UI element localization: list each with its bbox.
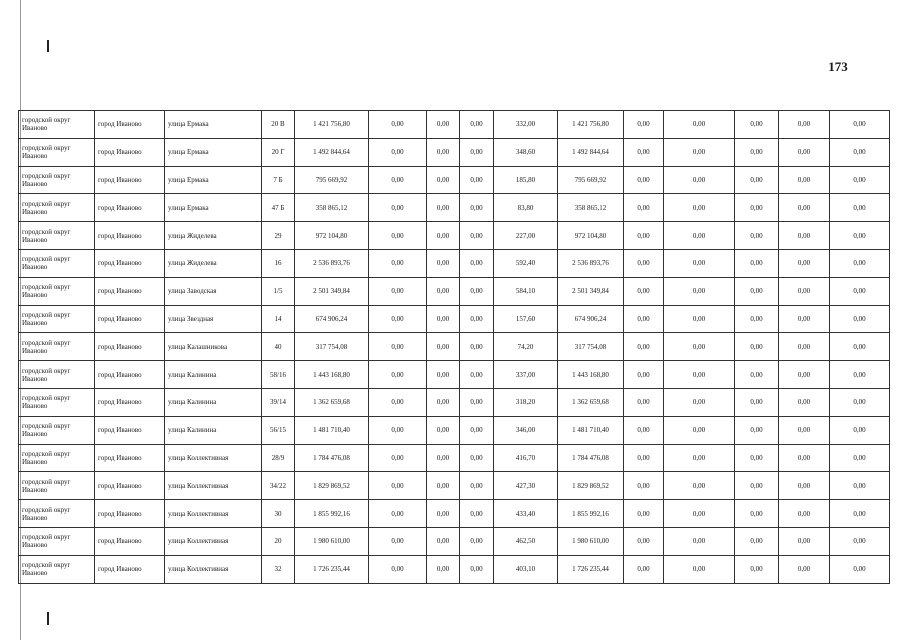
cell-cost-col-10: 1 855 992,16 (558, 500, 624, 528)
cell-area: 318,20 (494, 388, 558, 416)
scan-mark-top (47, 40, 49, 52)
cell-cost-col-13: 0,00 (735, 500, 779, 528)
cell-settlement: город Иваново (95, 388, 165, 416)
cell-cost-col-7: 0,00 (427, 305, 460, 333)
cell-cost-col-15: 0,00 (830, 277, 890, 305)
cell-settlement: город Иваново (95, 472, 165, 500)
cell-cost-col-8: 0,00 (460, 305, 494, 333)
cell-total-cost: 1 829 869,52 (295, 472, 369, 500)
cell-cost-col-11: 0,00 (624, 305, 664, 333)
cell-cost-col-12: 0,00 (664, 416, 735, 444)
cell-total-cost: 317 754,08 (295, 333, 369, 361)
cell-cost-col-6: 0,00 (369, 138, 427, 166)
cell-cost-col-8: 0,00 (460, 277, 494, 305)
cell-cost-col-8: 0,00 (460, 388, 494, 416)
cell-house-number: 29 (262, 222, 295, 250)
cell-cost-col-14: 0,00 (779, 500, 830, 528)
cell-cost-col-11: 0,00 (624, 249, 664, 277)
cell-cost-col-6: 0,00 (369, 111, 427, 139)
cell-cost-col-13: 0,00 (735, 416, 779, 444)
cell-cost-col-13: 0,00 (735, 361, 779, 389)
cell-area: 433,40 (494, 500, 558, 528)
table-row (19, 388, 890, 416)
cell-cost-col-15: 0,00 (830, 555, 890, 583)
cell-house-number: 56/15 (262, 416, 295, 444)
table-row (19, 111, 890, 139)
cell-cost-col-8: 0,00 (460, 194, 494, 222)
cell-cost-col-13: 0,00 (735, 527, 779, 555)
cell-total-cost: 2 501 349,84 (295, 277, 369, 305)
cell-cost-col-6: 0,00 (369, 249, 427, 277)
cell-cost-col-12: 0,00 (664, 111, 735, 139)
cell-area: 185,80 (494, 166, 558, 194)
cell-cost-col-13: 0,00 (735, 388, 779, 416)
cell-cost-col-8: 0,00 (460, 416, 494, 444)
cell-municipality: городской округ Иваново (19, 416, 95, 444)
cell-house-number: 14 (262, 305, 295, 333)
cell-total-cost: 358 865,12 (295, 194, 369, 222)
cell-cost-col-8: 0,00 (460, 138, 494, 166)
cell-area: 416,70 (494, 444, 558, 472)
cell-cost-col-12: 0,00 (664, 249, 735, 277)
cell-cost-col-15: 0,00 (830, 500, 890, 528)
cell-cost-col-11: 0,00 (624, 472, 664, 500)
cell-house-number: 40 (262, 333, 295, 361)
cell-street: улица Жиделева (165, 249, 262, 277)
cell-cost-col-7: 0,00 (427, 222, 460, 250)
cell-house-number: 39/14 (262, 388, 295, 416)
cell-cost-col-10: 2 501 349,84 (558, 277, 624, 305)
cell-municipality: городской округ Иваново (19, 472, 95, 500)
cell-street: улица Коллективная (165, 527, 262, 555)
cell-cost-col-13: 0,00 (735, 444, 779, 472)
cell-municipality: городской округ Иваново (19, 277, 95, 305)
cell-cost-col-6: 0,00 (369, 194, 427, 222)
cell-street: улица Коллективная (165, 444, 262, 472)
cell-street: улица Звездная (165, 305, 262, 333)
cell-cost-col-11: 0,00 (624, 500, 664, 528)
cell-settlement: город Иваново (95, 361, 165, 389)
cell-street: улица Ермака (165, 111, 262, 139)
cell-settlement: город Иваново (95, 555, 165, 583)
cell-cost-col-12: 0,00 (664, 222, 735, 250)
cell-area: 584,10 (494, 277, 558, 305)
cell-cost-col-13: 0,00 (735, 305, 779, 333)
cell-total-cost: 1 481 710,40 (295, 416, 369, 444)
cell-municipality: городской округ Иваново (19, 194, 95, 222)
cell-settlement: город Иваново (95, 138, 165, 166)
cell-cost-col-10: 972 104,80 (558, 222, 624, 250)
cell-area: 227,00 (494, 222, 558, 250)
cell-cost-col-13: 0,00 (735, 138, 779, 166)
cell-cost-col-6: 0,00 (369, 500, 427, 528)
cell-cost-col-6: 0,00 (369, 555, 427, 583)
cell-cost-col-6: 0,00 (369, 333, 427, 361)
cell-settlement: город Иваново (95, 166, 165, 194)
cell-house-number: 20 В (262, 111, 295, 139)
cell-cost-col-12: 0,00 (664, 527, 735, 555)
cell-cost-col-7: 0,00 (427, 138, 460, 166)
table-row (19, 444, 890, 472)
cell-cost-col-14: 0,00 (779, 277, 830, 305)
cell-cost-col-11: 0,00 (624, 555, 664, 583)
cell-cost-col-10: 2 536 893,76 (558, 249, 624, 277)
cell-cost-col-8: 0,00 (460, 249, 494, 277)
cell-cost-col-10: 1 980 610,00 (558, 527, 624, 555)
cell-cost-col-7: 0,00 (427, 555, 460, 583)
table-row (19, 333, 890, 361)
cell-street: улица Коллективная (165, 555, 262, 583)
cell-cost-col-11: 0,00 (624, 388, 664, 416)
cell-cost-col-15: 0,00 (830, 388, 890, 416)
cell-cost-col-11: 0,00 (624, 416, 664, 444)
cell-house-number: 28/9 (262, 444, 295, 472)
cell-street: улица Жиделева (165, 222, 262, 250)
page-number: 173 (828, 59, 848, 74)
cell-cost-col-15: 0,00 (830, 333, 890, 361)
cell-cost-col-14: 0,00 (779, 472, 830, 500)
cell-street: улица Калашникова (165, 333, 262, 361)
cell-municipality: городской округ Иваново (19, 444, 95, 472)
table-row (19, 527, 890, 555)
cell-cost-col-10: 1 481 710,40 (558, 416, 624, 444)
cell-cost-col-7: 0,00 (427, 249, 460, 277)
cell-cost-col-15: 0,00 (830, 111, 890, 139)
cell-cost-col-6: 0,00 (369, 222, 427, 250)
cell-cost-col-10: 1 784 476,08 (558, 444, 624, 472)
cell-total-cost: 1 980 610,00 (295, 527, 369, 555)
cell-cost-col-7: 0,00 (427, 333, 460, 361)
cell-cost-col-12: 0,00 (664, 277, 735, 305)
cell-settlement: город Иваново (95, 277, 165, 305)
cell-cost-col-6: 0,00 (369, 444, 427, 472)
cell-street: улица Коллективная (165, 500, 262, 528)
cell-cost-col-13: 0,00 (735, 555, 779, 583)
cell-total-cost: 1 443 168,80 (295, 361, 369, 389)
cell-municipality: городской округ Иваново (19, 361, 95, 389)
cell-cost-col-14: 0,00 (779, 555, 830, 583)
cell-cost-col-12: 0,00 (664, 333, 735, 361)
table-row (19, 194, 890, 222)
cell-cost-col-15: 0,00 (830, 138, 890, 166)
cell-cost-col-14: 0,00 (779, 138, 830, 166)
cell-cost-col-15: 0,00 (830, 472, 890, 500)
cell-area: 337,00 (494, 361, 558, 389)
cell-cost-col-10: 1 443 168,80 (558, 361, 624, 389)
cell-cost-col-7: 0,00 (427, 277, 460, 305)
cell-cost-col-11: 0,00 (624, 166, 664, 194)
cell-cost-col-12: 0,00 (664, 361, 735, 389)
cell-cost-col-15: 0,00 (830, 361, 890, 389)
cell-cost-col-13: 0,00 (735, 249, 779, 277)
cell-cost-col-11: 0,00 (624, 444, 664, 472)
cell-cost-col-6: 0,00 (369, 416, 427, 444)
cell-cost-col-6: 0,00 (369, 388, 427, 416)
cell-cost-col-10: 795 669,92 (558, 166, 624, 194)
table-row (19, 500, 890, 528)
cell-cost-col-7: 0,00 (427, 166, 460, 194)
cell-house-number: 30 (262, 500, 295, 528)
cell-cost-col-10: 1 362 659,68 (558, 388, 624, 416)
cell-cost-col-13: 0,00 (735, 277, 779, 305)
cell-area: 74,20 (494, 333, 558, 361)
cell-cost-col-8: 0,00 (460, 527, 494, 555)
cell-settlement: город Иваново (95, 111, 165, 139)
cell-cost-col-6: 0,00 (369, 166, 427, 194)
cell-municipality: городской округ Иваново (19, 555, 95, 583)
cell-cost-col-14: 0,00 (779, 333, 830, 361)
cell-house-number: 16 (262, 249, 295, 277)
table-body (19, 111, 890, 584)
cell-house-number: 7 Б (262, 166, 295, 194)
cell-cost-col-7: 0,00 (427, 444, 460, 472)
cell-cost-col-15: 0,00 (830, 194, 890, 222)
cell-cost-col-8: 0,00 (460, 361, 494, 389)
cell-street: улица Заводская (165, 277, 262, 305)
cell-cost-col-6: 0,00 (369, 277, 427, 305)
cell-cost-col-15: 0,00 (830, 444, 890, 472)
cell-street: улица Коллективная (165, 472, 262, 500)
cell-area: 83,80 (494, 194, 558, 222)
cell-area: 592,40 (494, 249, 558, 277)
cell-cost-col-11: 0,00 (624, 527, 664, 555)
cell-cost-col-13: 0,00 (735, 472, 779, 500)
scan-mark-bottom (47, 612, 49, 625)
cell-municipality: городской округ Иваново (19, 305, 95, 333)
cell-area: 346,00 (494, 416, 558, 444)
cell-house-number: 20 Г (262, 138, 295, 166)
cell-cost-col-10: 358 865,12 (558, 194, 624, 222)
cell-cost-col-12: 0,00 (664, 305, 735, 333)
cell-cost-col-11: 0,00 (624, 277, 664, 305)
cell-cost-col-12: 0,00 (664, 194, 735, 222)
cell-cost-col-14: 0,00 (779, 305, 830, 333)
cell-municipality: городской округ Иваново (19, 138, 95, 166)
cell-total-cost: 2 536 893,76 (295, 249, 369, 277)
cell-cost-col-8: 0,00 (460, 444, 494, 472)
cell-municipality: городской округ Иваново (19, 388, 95, 416)
cell-cost-col-13: 0,00 (735, 166, 779, 194)
cell-area: 332,00 (494, 111, 558, 139)
cell-cost-col-14: 0,00 (779, 527, 830, 555)
cell-street: улица Ермака (165, 138, 262, 166)
cell-total-cost: 972 104,80 (295, 222, 369, 250)
cell-cost-col-7: 0,00 (427, 527, 460, 555)
cell-cost-col-15: 0,00 (830, 416, 890, 444)
table-row (19, 222, 890, 250)
cell-settlement: город Иваново (95, 416, 165, 444)
cell-cost-col-8: 0,00 (460, 472, 494, 500)
cell-cost-col-6: 0,00 (369, 527, 427, 555)
cell-cost-col-11: 0,00 (624, 194, 664, 222)
table-row (19, 555, 890, 583)
cell-total-cost: 1 421 756,80 (295, 111, 369, 139)
cell-house-number: 34/22 (262, 472, 295, 500)
cell-area: 157,60 (494, 305, 558, 333)
cell-cost-col-14: 0,00 (779, 388, 830, 416)
cell-area: 348,60 (494, 138, 558, 166)
cell-street: улица Калинина (165, 361, 262, 389)
table-row (19, 472, 890, 500)
cell-house-number: 20 (262, 527, 295, 555)
cell-total-cost: 1 362 659,68 (295, 388, 369, 416)
cell-cost-col-12: 0,00 (664, 472, 735, 500)
table-row (19, 249, 890, 277)
cell-cost-col-8: 0,00 (460, 333, 494, 361)
cell-cost-col-12: 0,00 (664, 166, 735, 194)
cell-street: улица Ермака (165, 194, 262, 222)
cell-cost-col-7: 0,00 (427, 416, 460, 444)
cell-cost-col-12: 0,00 (664, 138, 735, 166)
cell-total-cost: 1 784 476,08 (295, 444, 369, 472)
cell-street: улица Калинина (165, 388, 262, 416)
cell-municipality: городской округ Иваново (19, 249, 95, 277)
cell-municipality: городской округ Иваново (19, 527, 95, 555)
cell-area: 427,30 (494, 472, 558, 500)
cell-cost-col-15: 0,00 (830, 222, 890, 250)
cell-street: улица Ермака (165, 166, 262, 194)
cell-house-number: 47 Б (262, 194, 295, 222)
cell-house-number: 1/5 (262, 277, 295, 305)
cell-cost-col-15: 0,00 (830, 527, 890, 555)
cell-cost-col-8: 0,00 (460, 500, 494, 528)
cell-cost-col-11: 0,00 (624, 361, 664, 389)
cell-cost-col-14: 0,00 (779, 361, 830, 389)
cell-cost-col-8: 0,00 (460, 555, 494, 583)
cell-settlement: город Иваново (95, 222, 165, 250)
cell-cost-col-14: 0,00 (779, 166, 830, 194)
cell-total-cost: 795 669,92 (295, 166, 369, 194)
cell-total-cost: 674 906,24 (295, 305, 369, 333)
cell-house-number: 32 (262, 555, 295, 583)
cell-total-cost: 1 726 235,44 (295, 555, 369, 583)
cell-area: 403,10 (494, 555, 558, 583)
cell-cost-col-7: 0,00 (427, 194, 460, 222)
cell-cost-col-10: 317 754,08 (558, 333, 624, 361)
cell-settlement: город Иваново (95, 249, 165, 277)
data-table (18, 110, 890, 584)
table-row (19, 361, 890, 389)
cell-cost-col-14: 0,00 (779, 222, 830, 250)
cell-cost-col-8: 0,00 (460, 111, 494, 139)
cell-cost-col-14: 0,00 (779, 444, 830, 472)
cell-total-cost: 1 855 992,16 (295, 500, 369, 528)
cell-cost-col-13: 0,00 (735, 333, 779, 361)
cell-cost-col-12: 0,00 (664, 388, 735, 416)
cell-municipality: городской округ Иваново (19, 500, 95, 528)
cell-municipality: городской округ Иваново (19, 166, 95, 194)
cell-cost-col-11: 0,00 (624, 111, 664, 139)
cell-municipality: городской округ Иваново (19, 111, 95, 139)
cell-cost-col-12: 0,00 (664, 555, 735, 583)
cell-cost-col-15: 0,00 (830, 249, 890, 277)
cell-total-cost: 1 492 844,64 (295, 138, 369, 166)
cell-cost-col-13: 0,00 (735, 222, 779, 250)
cell-cost-col-6: 0,00 (369, 305, 427, 333)
cell-street: улица Калинина (165, 416, 262, 444)
cell-cost-col-13: 0,00 (735, 194, 779, 222)
cell-cost-col-8: 0,00 (460, 222, 494, 250)
cell-cost-col-10: 1 421 756,80 (558, 111, 624, 139)
cell-cost-col-10: 1 492 844,64 (558, 138, 624, 166)
cell-house-number: 58/16 (262, 361, 295, 389)
cell-cost-col-14: 0,00 (779, 416, 830, 444)
cell-cost-col-12: 0,00 (664, 444, 735, 472)
table-row (19, 166, 890, 194)
cell-cost-col-13: 0,00 (735, 111, 779, 139)
cell-cost-col-14: 0,00 (779, 249, 830, 277)
cell-cost-col-7: 0,00 (427, 500, 460, 528)
cell-cost-col-11: 0,00 (624, 333, 664, 361)
cell-cost-col-10: 674 906,24 (558, 305, 624, 333)
cell-cost-col-15: 0,00 (830, 305, 890, 333)
cell-cost-col-15: 0,00 (830, 166, 890, 194)
table-row (19, 305, 890, 333)
cell-cost-col-7: 0,00 (427, 388, 460, 416)
cell-settlement: город Иваново (95, 500, 165, 528)
cell-municipality: городской округ Иваново (19, 333, 95, 361)
table-row (19, 277, 890, 305)
table-row (19, 416, 890, 444)
cell-municipality: городской округ Иваново (19, 222, 95, 250)
cell-cost-col-7: 0,00 (427, 111, 460, 139)
cell-cost-col-8: 0,00 (460, 166, 494, 194)
table-row (19, 138, 890, 166)
cell-settlement: город Иваново (95, 527, 165, 555)
cell-cost-col-14: 0,00 (779, 111, 830, 139)
cell-cost-col-14: 0,00 (779, 194, 830, 222)
cell-cost-col-6: 0,00 (369, 472, 427, 500)
cell-cost-col-10: 1 829 869,52 (558, 472, 624, 500)
cell-cost-col-11: 0,00 (624, 138, 664, 166)
cell-settlement: город Иваново (95, 305, 165, 333)
cell-settlement: город Иваново (95, 194, 165, 222)
cell-cost-col-7: 0,00 (427, 361, 460, 389)
cell-cost-col-12: 0,00 (664, 500, 735, 528)
cell-cost-col-7: 0,00 (427, 472, 460, 500)
cell-settlement: город Иваново (95, 333, 165, 361)
cell-settlement: город Иваново (95, 444, 165, 472)
cell-cost-col-6: 0,00 (369, 361, 427, 389)
cell-cost-col-11: 0,00 (624, 222, 664, 250)
cell-cost-col-10: 1 726 235,44 (558, 555, 624, 583)
cell-area: 462,50 (494, 527, 558, 555)
